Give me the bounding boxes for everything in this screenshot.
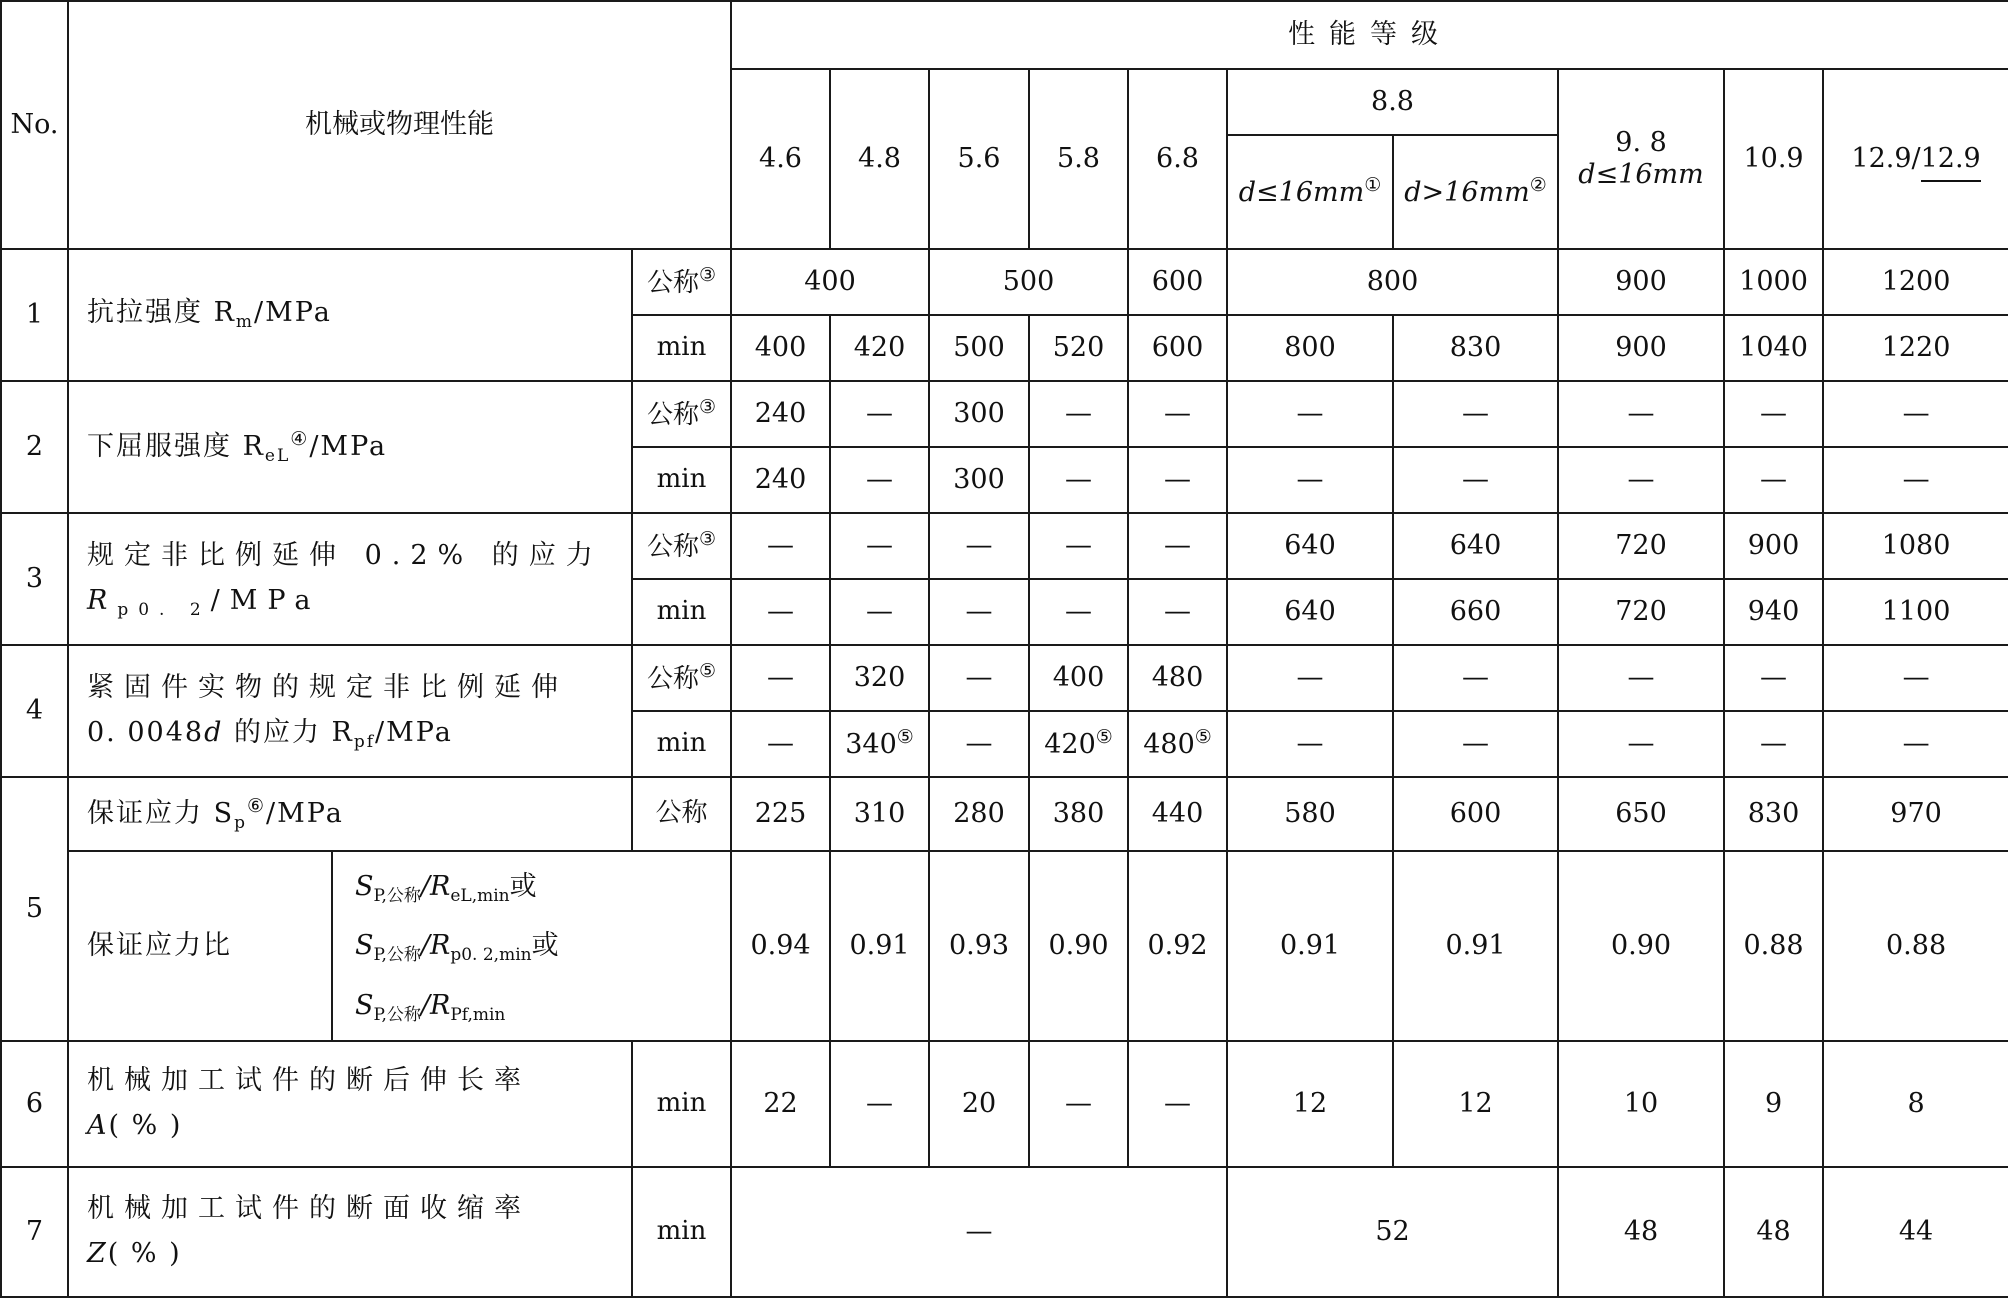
formula-subscript: eL,min [450, 885, 510, 906]
grade-12-9-label: 12.9/ [1851, 142, 1921, 174]
value-cell: — [731, 1167, 1227, 1297]
value-cell: 400 [731, 249, 929, 315]
value-cell: — [1227, 711, 1393, 777]
min-label: min [632, 711, 731, 777]
value-text: 480 [1143, 729, 1195, 761]
property-diameter-symbol: d [204, 716, 224, 748]
value-cell: 650 [1558, 777, 1724, 851]
footnote-5: ⑤ [699, 660, 717, 683]
value-cell: — [1029, 381, 1128, 447]
value-cell: 480 [1128, 645, 1227, 711]
property-subscript: p [234, 812, 247, 833]
footnote-5: ⑤ [1194, 726, 1212, 749]
property-symbol: Z [87, 1238, 108, 1269]
value-cell: 900 [1558, 249, 1724, 315]
property-unit: /MPa [210, 584, 321, 616]
value-cell: — [830, 579, 929, 645]
footnote-5: ⑤ [1095, 726, 1113, 749]
property-name-text: 的应力 R [223, 716, 354, 748]
value-cell: — [1227, 645, 1393, 711]
property-name-text: 下屈服强度 R [87, 430, 265, 462]
ratio-name: 保证应力比 [68, 851, 332, 1041]
footnote-4: ④ [290, 427, 310, 450]
value-cell: 8 [1823, 1041, 2008, 1167]
property-symbol: A [87, 1110, 109, 1141]
grade-9-8 [1558, 69, 1724, 249]
property-name [68, 381, 632, 513]
row-number: 1 [1, 249, 68, 381]
grade-5-8: 5.8 [1029, 69, 1128, 249]
value-cell [830, 711, 929, 777]
grade-4-8: 4.8 [830, 69, 929, 249]
nominal-label [632, 249, 731, 315]
value-cell: — [1393, 711, 1558, 777]
property-name [68, 777, 632, 851]
value-cell: — [731, 579, 830, 645]
value-cell: 48 [1724, 1167, 1823, 1297]
property-name [68, 645, 632, 777]
property-unit: /MPa [375, 716, 453, 748]
value-cell: — [1558, 447, 1724, 513]
property-unit: ( % ) [107, 1238, 182, 1269]
value-cell: 22 [731, 1041, 830, 1167]
footnote-5: ⑤ [896, 726, 914, 749]
value-cell: 720 [1558, 579, 1724, 645]
value-cell: 440 [1128, 777, 1227, 851]
nominal-label: 公称 [632, 777, 731, 851]
value-cell: — [731, 513, 830, 579]
value-cell: — [1029, 1041, 1128, 1167]
value-cell: 20 [929, 1041, 1029, 1167]
property-name-line1: 机械加工试件的断面收缩率 [87, 1193, 531, 1225]
property-name [68, 513, 632, 645]
value-cell: 900 [1558, 315, 1724, 381]
formula-symbol: S [355, 989, 374, 1021]
property-name-line2 [87, 711, 631, 756]
value-cell: — [1029, 579, 1128, 645]
property-name [68, 1167, 632, 1297]
value-cell: — [1393, 381, 1558, 447]
property-unit: /MPa [266, 797, 344, 829]
value-cell: 1200 [1823, 249, 2008, 315]
grade-4-6: 4.6 [731, 69, 830, 249]
value-cell: — [1823, 711, 2008, 777]
value-cell: 240 [731, 447, 830, 513]
table-row [1, 1167, 2008, 1297]
value-cell: 830 [1393, 315, 1558, 381]
value-cell: — [1724, 645, 1823, 711]
property-subscript: pf [353, 731, 376, 752]
value-cell: 640 [1227, 513, 1393, 579]
table-row [1, 1041, 2008, 1167]
value-cell: 48 [1558, 1167, 1724, 1297]
grade-8-8-large-diameter-label: d>16mm [1404, 177, 1530, 209]
row-number: 7 [1, 1167, 68, 1297]
row-number: 6 [1, 1041, 68, 1167]
min-label: min [632, 579, 731, 645]
value-cell: 400 [1029, 645, 1128, 711]
value-cell: 800 [1227, 249, 1558, 315]
header-row-1 [1, 1, 2008, 69]
nominal-label [632, 645, 731, 711]
value-cell: 600 [1128, 315, 1227, 381]
value-cell: — [1029, 447, 1128, 513]
property-subscript: m [235, 312, 255, 333]
value-cell: — [1558, 711, 1724, 777]
property-name-line2 [87, 579, 631, 624]
value-cell: — [1724, 447, 1823, 513]
formula-subscript: P,公称 [373, 885, 421, 906]
value-cell: — [1558, 381, 1724, 447]
value-cell: — [1128, 1041, 1227, 1167]
value-cell: 800 [1227, 315, 1393, 381]
value-cell: 44 [1823, 1167, 2008, 1297]
property-name [68, 249, 632, 381]
value-cell: 9 [1724, 1041, 1823, 1167]
formula-symbol: /R [420, 930, 451, 962]
property-name-line2 [87, 1232, 631, 1277]
value-cell: — [1393, 645, 1558, 711]
value-cell: — [929, 711, 1029, 777]
grade-8-8-small-diameter [1227, 135, 1393, 249]
value-cell: 640 [1227, 579, 1393, 645]
value-cell: 400 [731, 315, 830, 381]
property-factor: 0. 0048 [87, 716, 205, 748]
value-cell: 225 [731, 777, 830, 851]
value-cell: — [1823, 645, 2008, 711]
value-cell: — [1227, 381, 1393, 447]
formula-symbol: S [355, 930, 374, 962]
property-name-line1: 规定非比例延伸 0.2% 的应力 [87, 540, 603, 572]
property-symbol: R [87, 584, 118, 616]
value-cell [1029, 711, 1128, 777]
row-number: 3 [1, 513, 68, 645]
value-cell: — [830, 381, 929, 447]
table-row [1, 645, 2008, 711]
value-cell: 600 [1393, 777, 1558, 851]
value-cell: — [1128, 579, 1227, 645]
property-name-text: 保证应力 S [87, 797, 235, 829]
grade-12-9-underlined-label: 12.9 [1921, 143, 1981, 182]
value-cell: 970 [1823, 777, 2008, 851]
value-cell: 0.91 [1227, 851, 1393, 1041]
property-unit: /MPa [309, 430, 388, 462]
value-cell: 500 [929, 249, 1128, 315]
ratio-formula-2 [355, 916, 730, 975]
value-cell: 0.91 [830, 851, 929, 1041]
value-cell: — [1029, 513, 1128, 579]
value-cell: 12 [1227, 1041, 1393, 1167]
table-row [1, 851, 2008, 1041]
value-cell: 500 [929, 315, 1029, 381]
footnote-6: ⑥ [246, 794, 267, 817]
value-cell: 240 [731, 381, 830, 447]
value-cell: — [830, 513, 929, 579]
footnote-3: ③ [699, 528, 717, 551]
value-text: 420 [1044, 729, 1096, 761]
value-cell: 380 [1029, 777, 1128, 851]
value-cell: — [830, 1041, 929, 1167]
value-cell: 280 [929, 777, 1029, 851]
value-cell: — [1823, 447, 2008, 513]
value-cell: 900 [1724, 513, 1823, 579]
value-cell: — [1724, 711, 1823, 777]
table-row [1, 777, 2008, 851]
row-number: 5 [1, 777, 68, 1041]
value-cell: 830 [1724, 777, 1823, 851]
nominal-label [632, 381, 731, 447]
value-cell: 1040 [1724, 315, 1823, 381]
formula-symbol: /R [420, 989, 451, 1021]
property-header: 机械或物理性能 [68, 1, 731, 249]
grade-6-8: 6.8 [1128, 69, 1227, 249]
value-cell: — [830, 447, 929, 513]
value-cell: 580 [1227, 777, 1393, 851]
grade-9-8-label: 9. 8 [1615, 126, 1667, 158]
ratio-formulas [332, 851, 731, 1041]
value-cell: 940 [1724, 579, 1823, 645]
value-cell: — [731, 711, 830, 777]
value-cell: 0.93 [929, 851, 1029, 1041]
table-row [1, 513, 2008, 579]
value-cell: — [1227, 447, 1393, 513]
nominal-label-text: 公称 [646, 532, 699, 563]
value-cell: — [929, 513, 1029, 579]
property-subscript: p0. 2 [117, 599, 211, 620]
value-cell: 420 [830, 315, 929, 381]
grade-8-8: 8.8 [1227, 69, 1558, 135]
value-cell: 0.88 [1724, 851, 1823, 1041]
value-cell: 320 [830, 645, 929, 711]
formula-subscript: Pf,min [450, 1004, 506, 1025]
formula-subscript: P,公称 [373, 945, 421, 966]
property-name-text: 抗拉强度 R [87, 297, 236, 329]
value-cell: 1220 [1823, 315, 2008, 381]
value-cell: 720 [1558, 513, 1724, 579]
grade-8-8-small-diameter-label: d≤16mm [1238, 177, 1365, 209]
formula-symbol: /R [420, 870, 451, 902]
formula-subscript: p0. 2,min [450, 945, 532, 966]
footnote-3: ③ [699, 264, 717, 287]
row-number: 2 [1, 381, 68, 513]
property-unit: ( % ) [108, 1110, 183, 1141]
footnote-3: ③ [699, 396, 717, 419]
value-cell: 12 [1393, 1041, 1558, 1167]
formula-symbol: S [355, 870, 374, 902]
value-cell: 1080 [1823, 513, 2008, 579]
nominal-label-text: 公称 [646, 664, 699, 695]
row-number: 4 [1, 645, 68, 777]
value-cell: 1000 [1724, 249, 1823, 315]
property-name [68, 1041, 632, 1167]
grade-title: 性能等级 [731, 1, 2008, 69]
property-subscript: eL [264, 445, 291, 466]
value-cell: 0.92 [1128, 851, 1227, 1041]
value-cell: 640 [1393, 513, 1558, 579]
value-cell: 0.90 [1558, 851, 1724, 1041]
value-cell: — [1724, 381, 1823, 447]
nominal-label-text: 公称 [646, 268, 699, 299]
footnote-2: ② [1529, 174, 1547, 197]
formula-subscript: P,公称 [373, 1004, 421, 1025]
property-name-line1: 机械加工试件的断后伸长率 [87, 1065, 531, 1097]
value-cell: 10 [1558, 1041, 1724, 1167]
value-cell: 300 [929, 447, 1029, 513]
value-cell: 600 [1128, 249, 1227, 315]
value-cell: 0.94 [731, 851, 830, 1041]
property-unit: /MPa [254, 297, 332, 329]
grade-12-9 [1823, 69, 2008, 249]
min-label: min [632, 447, 731, 513]
value-cell: 1100 [1823, 579, 2008, 645]
table-row [1, 381, 2008, 447]
footnote-1: ① [1364, 174, 1382, 197]
ratio-formula-1 [355, 857, 730, 916]
value-cell [1128, 711, 1227, 777]
value-cell: 0.88 [1823, 851, 2008, 1041]
value-cell: 0.90 [1029, 851, 1128, 1041]
value-cell: 300 [929, 381, 1029, 447]
min-label: min [632, 315, 731, 381]
value-cell: — [1558, 645, 1724, 711]
table-row [1, 249, 2008, 315]
value-cell: — [929, 645, 1029, 711]
value-text: 340 [845, 729, 897, 761]
value-cell: — [1128, 513, 1227, 579]
value-cell: — [1128, 447, 1227, 513]
min-label: min [632, 1041, 731, 1167]
value-cell: 0.91 [1393, 851, 1558, 1041]
value-cell: — [731, 645, 830, 711]
nominal-label [632, 513, 731, 579]
grade-8-8-large-diameter [1393, 135, 1558, 249]
grade-9-8-diameter: d≤16mm [1578, 159, 1704, 190]
formula-or: 或 [509, 870, 537, 902]
value-cell: — [929, 579, 1029, 645]
formula-or: 或 [531, 930, 559, 962]
nominal-label-text: 公称 [646, 400, 699, 431]
value-cell: — [1823, 381, 2008, 447]
grade-5-6: 5.6 [929, 69, 1029, 249]
value-cell: — [1393, 447, 1558, 513]
value-cell: — [1128, 381, 1227, 447]
property-name-line1: 紧固件实物的规定非比例延伸 [87, 672, 568, 704]
value-cell: 660 [1393, 579, 1558, 645]
ratio-formula-3 [355, 976, 730, 1035]
min-label: min [632, 1167, 731, 1297]
value-cell: 310 [830, 777, 929, 851]
property-name-line2 [87, 1104, 631, 1149]
grade-10-9: 10.9 [1724, 69, 1823, 249]
value-cell: 52 [1227, 1167, 1558, 1297]
no-header: No. [1, 1, 68, 249]
value-cell: 520 [1029, 315, 1128, 381]
